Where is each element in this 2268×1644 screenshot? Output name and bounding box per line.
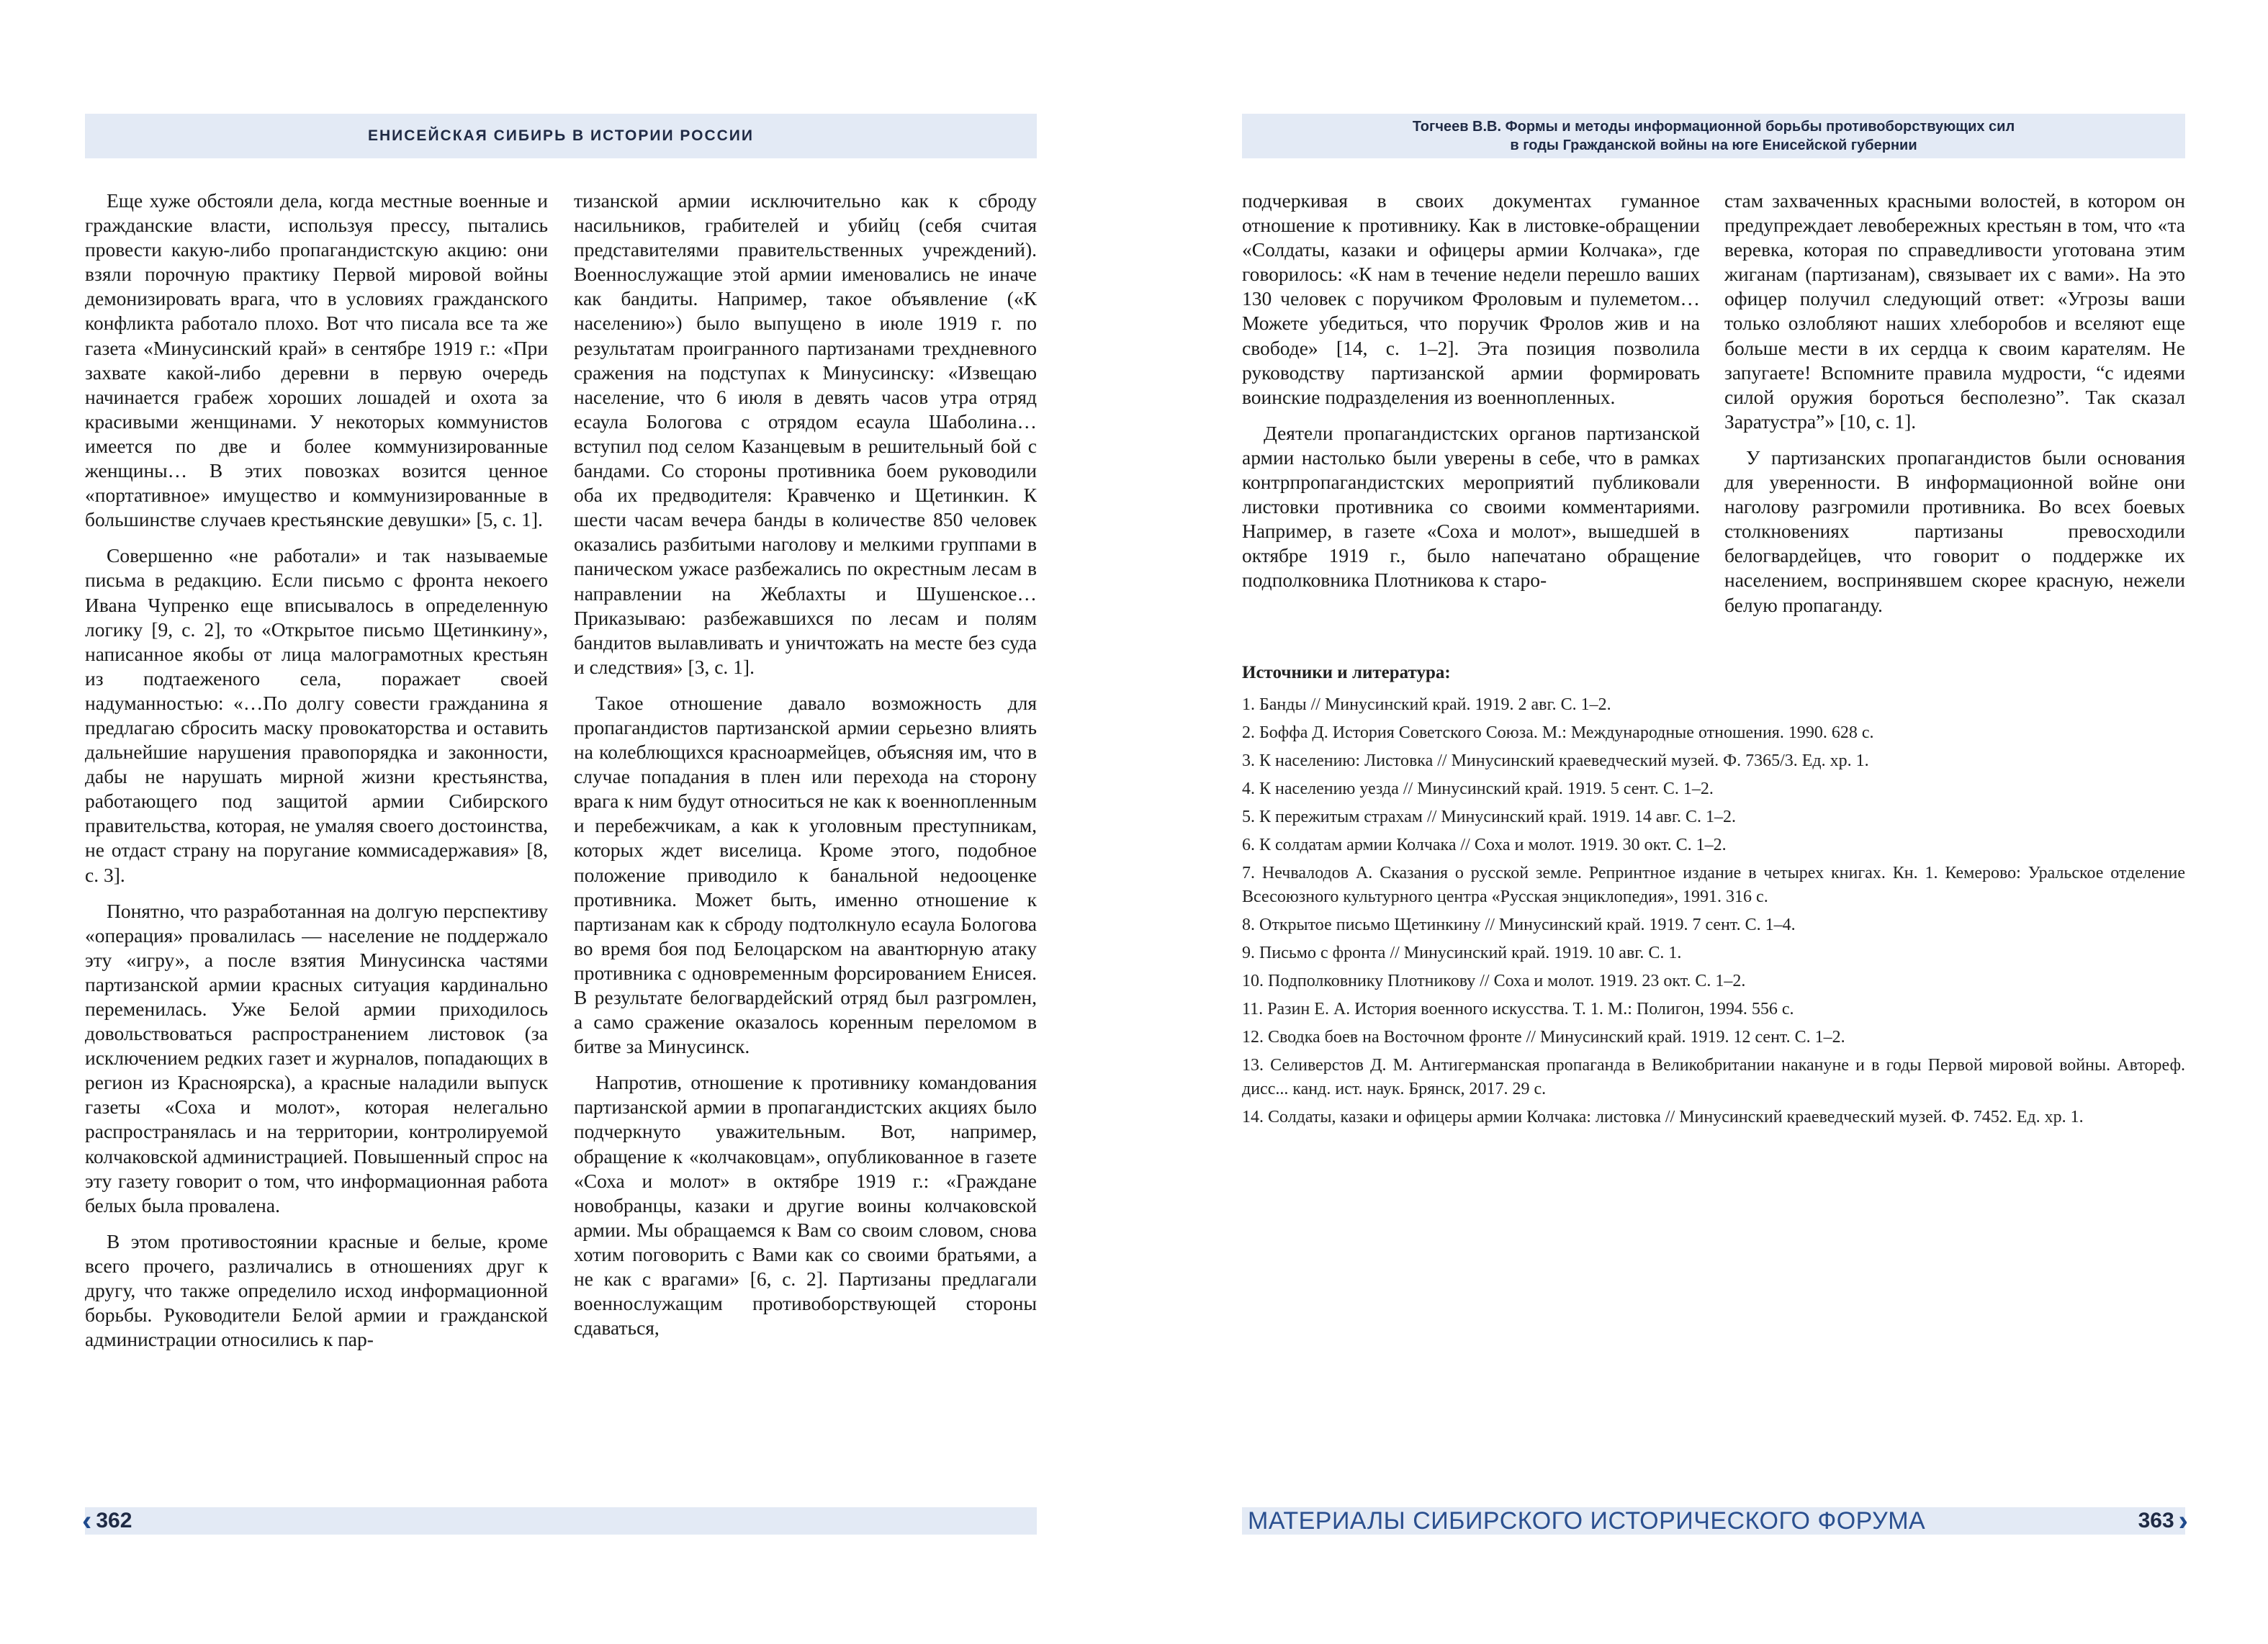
paragraph: стам захваченных красными волостей, в котором он предупреждает левобережных крестьян в том, что «та веревка, которая по справедливости уготована этим жиганам (партизанам), связывает их с вами». На это офицер получил следующий ответ: «Угрозы ваши только озлобляют наших хлеборобов и вселяют еще больше мести в их сердца к своим карателям. Не запугаете! Вспомните правила мудрости, “с идеями силой оружия бороться бесполезно”. Так сказал Заратустра”» [10, с. 1]. [1724,189,2185,433]
paragraph: Понятно, что разработанная на долгую перспективу «операция» провалилась — население не поддержало эту «игру», а после взятия Минусинска частями партизанской армии красных ситуация кардинально переменилась. Уже Белой армии приходилось довольствоваться распространением листовок (за исключением редких газет и журналов, попадающих в регион из Красноярска), а красные наладили выпуск газеты «Соха и молот», которая нелегально распространялась и на территории, контролируемой колчаковской администрацией. Повышенный спрос на эту газету говорит о том, что информационная работа белых была провалена. [85,899,548,1216]
journal-title: МАТЕРИАЛЫ СИБИРСКОГО ИСТОРИЧЕСКОГО ФОРУМА [1248,1507,1926,1535]
right-page [1134,0,2268,1644]
right-column-2 [1724,189,2185,629]
footer-left [82,1505,1037,1537]
running-header-title: ЕНИСЕЙСКАЯ СИБИРЬ В ИСТОРИИ РОССИИ [368,127,754,144]
paragraph: тизанской армии исключительно как к сброду насильников, грабителей и убийц (себя считая представителями правительственных учреждений). Военнослужащие этой армии именовались не иначе как бандиты. Например, такое объявление («К населению») было выпущено в июле 1919 г. по результатам проигранного партизанами трехдневного сражения на подступах к Минусинску: «Извещаю население, что 6 июля в девять часов утра отряд есаула Бологова с отрядом есаула Шаболина… вступил под селом Казанцевым в решительный бой с бандами. Со стороны противника боем руководили оба их предводителя: Кравченко и Щетинкин. К шести часам вечера банды в количестве 850 человек оказались разбитыми наголову и мелкими группами в паническом ужасе разбежались по окрестным лесам в направлении на Жеблахты и Шушенское… Приказываю: разбежавшихся по лесам и полям бандитов вылавливать и уничтожать на месте без суда и следствия» [3, с. 1]. [574,189,1037,678]
chevron-left-icon: ‹ [82,1505,92,1537]
reference-item: 10. Подполковнику Плотникову // Соха и молот. 1919. 23 окт. С. 1–2. [1242,972,1746,990]
reference-item: 5. К пережитым страхам // Минусинский край. 1919. 14 авг. С. 1–2. [1242,808,1736,826]
page-number-right [2138,1505,2188,1537]
chevron-right-icon: › [2178,1505,2188,1537]
references-list [1242,693,2185,1129]
footer-right [1242,1505,2188,1537]
reference-item: 2. Боффа Д. История Советского Союза. М.: Международные отношения. 1990. 628 с. [1242,723,1874,742]
reference-item: 12. Сводка боев на Восточном фронте // Минусинский край. 1919. 12 сент. С. 1–2. [1242,1028,1845,1047]
reference-item: 1. Банды // Минусинский край. 1919. 2 авг. С. 1–2. [1242,695,1611,714]
paragraph: У партизанских пропагандистов были основания для уверенности. В информационной войне они наголову разгромили противника. Во всех боевых столкновениях партизаны превосходили белогвардейцев, что говорит о поддержке их населением, воспринявшем скорее красную, нежели белую пропаганду. [1724,446,2185,616]
reference-item: 7. Нечвалодов А. Сказания о русской земле. Репринтное издание в четырех книгах. Кн. 1. Кемерово: Уральское отделение Всесоюзного культурного центра «Русская энциклопедия», 1991. 316 с. [1242,864,2185,906]
left-column-1 [85,189,548,1363]
references-section [1242,661,2185,1134]
paragraph: Еще хуже обстояли дела, когда местные военные и гражданские власти, используя прессу, пытались провести какую-либо пропагандистскую акцию: они взяли порочную практику Первой мировой войны демонизировать врага, что в условиях гражданского конфликта работало плохо. Вот что писала все та же газета «Минусинский край» в сентябре 1919 г.: «При захвате какой-либо деревни в первую очередь начинается грабеж хороших лошадей и охота за красивыми женщинами. У некоторых коммунистов имеется по две и более коммунизированные женщины… В этих повозках возится ценное «портативное» имущество и коммунизированные в большинстве случаев крестьянские девушки» [5, с. 1]. [85,189,548,531]
page-number: 362 [96,1509,132,1532]
reference-item: 13. Селиверстов Д. М. Антигерманская пропаганда в Великобритании накануне и в годы Первой мировой войны. Автореф. дисс... канд. ист. наук. Брянск, 2017. 29 с. [1242,1056,2185,1098]
reference-item: 14. Солдаты, казаки и офицеры армии Колчака: листовка // Минусинский краеведческий музей. Ф. 7452. Ед. хр. 1. [1242,1108,2084,1126]
paragraph: Напротив, отношение к противнику командования партизанской армии в пропагандистских акциях было подчеркнуто уважительным. Вот, например, обращение к «колчаковцам», опубликованное в газете «Соха и молот» в октябре 1919 г.: «Граждане новобранцы, казаки и другие воины колчаковской армии. Мы обращаемся к Вам со своим словом, снова хотим поговорить с Вами как со своими братьями, а не как с врагами» [6, с. 2]. Партизаны предлагали военнослужащим противоборствующей стороны сдаваться, [574,1071,1037,1340]
reference-item: 9. Письмо с фронта // Минусинский край. 1919. 10 авг. С. 1. [1242,944,1682,962]
article-title-line-2: в годы Гражданской войны на юге Енисейской губернии [1510,137,1917,153]
reference-item: 6. К солдатам армии Колчака // Соха и молот. 1919. 30 окт. С. 1–2. [1242,836,1727,854]
references-title: Источники и литература: [1242,663,1451,682]
page-number: 363 [2138,1509,2174,1532]
right-column-1 [1242,189,1700,605]
paragraph: Деятели пропагандистских органов партизанской армии настолько были уверены в себе, что в рамках контрпропагандистских мероприятий публиковали листовки противника со своими комментариями. Например, в газете «Соха и молот», вышедшей в октябре 1919 г., было напечатано обращение подполковника Плотникова к старо- [1242,421,1700,592]
article-title-line-1: Тогчеев В.В. Формы и методы информационной борьбы противоборствующих сил [1412,119,2015,135]
paragraph: Совершенно «не работали» и так называемые письма в редакцию. Если письмо с фронта некоего Ивана Чупренко еще вписывалось в определенную логику [9, с. 2], то «Открытое письмо Щетинкину», написанное якобы от лица малограмотных крестьян из подтаеженого села, поражает своей надуманностью: «…По долгу совести гражданина я предлагаю сбросить маску провокаторства и оставить дальнейшие нарушения правопорядка и законности, дабы не нарушать мирной жизни крестьянства, работающего под защитой армии Сибирского правительства, которая, не умаляя своего достоинства, не отдаст страну на поругание коммисадержавия» [8, с. 3]. [85,544,548,886]
running-header-right [1242,114,2185,158]
left-column-2 [574,189,1037,1352]
reference-item: 3. К населению: Листовка // Минусинский краеведческий музей. Ф. 7365/3. Ед. хр. 1. [1242,751,1869,770]
reference-item: 8. Открытое письмо Щетинкину // Минусинский край. 1919. 7 сент. С. 1–4. [1242,916,1796,934]
page-number-left [82,1505,132,1537]
paragraph: Такое отношение давало возможность для пропагандистов партизанской армии серьезно влиять на колеблющихся красноармейцев, объясняя им, что в случае попадания в плен или перехода на сторону врага к ним будут относиться не как к военнопленным и перебежчикам, а как к уголовным преступникам, которых ждет виселица. Кроме этого, подобное положение приводило к банальной недооценке противника. Может быть, именно отношение к партизанам как к сброду подтолкнуло есаула Бологова во время боя под Белоцарском на авантюрную атаку противника с одновременным форсированием Енисея. В результате белогвардейский отряд был разгромлен, а само сражение оказалось коренным переломом в битве за Минусинск. [574,691,1037,1058]
paragraph: В этом противостоянии красные и белые, кроме всего прочего, различались в отношениях друг к другу, что также определило исход информационной борьбы. Руководители Белой армии и гражданской администрации относились к пар- [85,1229,548,1351]
running-header-left [85,114,1037,158]
reference-item: 4. К населению уезда // Минусинский край. 1919. 5 сент. С. 1–2. [1242,780,1714,798]
reference-item: 11. Разин Е. А. История военного искусства. Т. 1. М.: Полигон, 1994. 556 с. [1242,1000,1794,1019]
paragraph: подчеркивая в своих документах гуманное отношение к противнику. Как в листовке-обращении «Солдаты, казаки и офицеры армии Колчака», где говорилось: «К нам в течение недели перешло ваших 130 человек с поручиком Фроловым и пулеметом… Можете убедиться, что поручик Фролов жив и на свободе» [14, с. 1–2]. Эта позиция позволила руководству партизанской армии формировать воинские подразделения из военнопленных. [1242,189,1700,408]
